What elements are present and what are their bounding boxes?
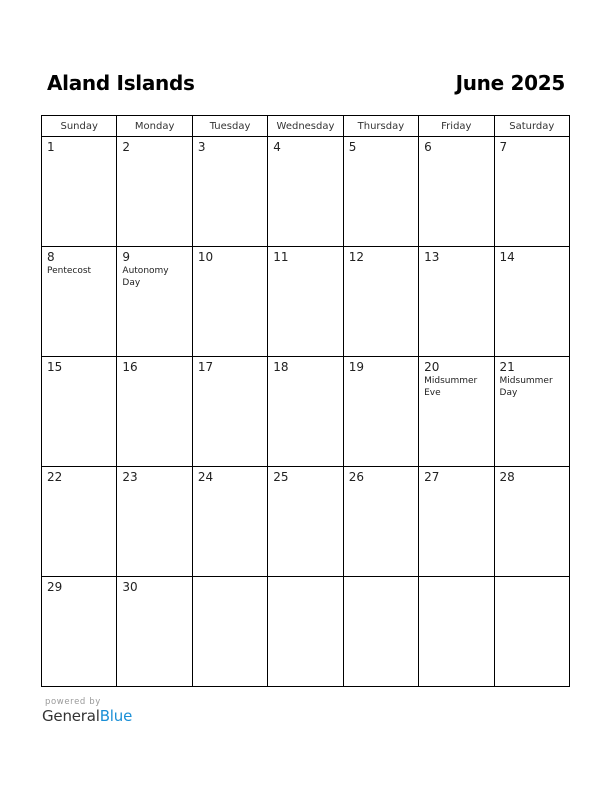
weekday-tuesday: Tuesday [192, 116, 267, 137]
day-number: 15 [47, 360, 63, 374]
day-number: 26 [348, 470, 364, 484]
day-number: 22 [47, 470, 63, 484]
day-number: 19 [348, 360, 364, 374]
day-number: 10 [197, 250, 214, 264]
weekday-wednesday: Wednesday [268, 116, 343, 137]
day-number: 28 [499, 470, 515, 484]
day-number: 18 [273, 360, 289, 374]
day-cell [117, 357, 192, 467]
day-number: 12 [348, 250, 364, 264]
day-number: 9 [122, 250, 131, 264]
week-row [42, 357, 570, 467]
week-row [42, 247, 570, 357]
day-cell [268, 247, 343, 357]
day-cell [117, 247, 192, 357]
day-cell [192, 357, 267, 467]
day-cell [494, 467, 569, 577]
day-cell [192, 247, 267, 357]
day-cell [343, 137, 418, 247]
day-number: 14 [499, 250, 515, 264]
holiday-label: Autonomy Day [122, 266, 169, 288]
day-number: 25 [273, 470, 289, 484]
day-cell [268, 137, 343, 247]
weekday-sunday: Sunday [42, 116, 117, 137]
day-number: 17 [197, 360, 214, 374]
day-number: 6 [424, 140, 432, 154]
day-number: 29 [47, 580, 63, 594]
weekday-friday: Friday [419, 116, 494, 137]
day-cell [343, 467, 418, 577]
day-cell [494, 247, 569, 357]
day-number: 23 [122, 470, 138, 484]
day-cell [494, 357, 569, 467]
day-number: 20 [424, 360, 440, 374]
brand-general: General [42, 707, 100, 725]
week-row [42, 467, 570, 577]
day-number: 4 [273, 140, 281, 154]
weekday-monday: Monday [117, 116, 192, 137]
day-cell [343, 357, 418, 467]
holiday-label: Midsummer Eve [424, 376, 478, 398]
day-cell [117, 137, 192, 247]
generalblue-logo[interactable] [42, 707, 132, 725]
day-number: 24 [197, 470, 214, 484]
day-number: 30 [122, 580, 138, 594]
country-title: Aland Islands [47, 71, 195, 95]
day-cell [419, 247, 494, 357]
day-cell [42, 357, 117, 467]
week-row [42, 577, 570, 687]
day-number: 13 [424, 250, 440, 264]
day-cell [343, 577, 418, 687]
holiday-label: Midsummer Day [499, 376, 553, 398]
day-cell [42, 247, 117, 357]
day-cell [419, 467, 494, 577]
day-cell [343, 247, 418, 357]
weekday-header-row [42, 116, 570, 137]
month-year-title: June 2025 [455, 71, 565, 95]
day-cell [192, 137, 267, 247]
day-number: 16 [122, 360, 138, 374]
powered-by-text: powered by [45, 697, 101, 707]
day-cell [42, 137, 117, 247]
day-cell [494, 577, 569, 687]
weekday-thursday: Thursday [343, 116, 418, 137]
day-cell [268, 577, 343, 687]
day-number: 7 [499, 140, 508, 154]
holiday-label: Pentecost [47, 266, 92, 276]
day-number: 8 [47, 250, 55, 264]
calendar-body [42, 137, 570, 687]
day-cell [419, 357, 494, 467]
day-cell [42, 577, 117, 687]
day-cell [192, 577, 267, 687]
day-cell [494, 137, 569, 247]
day-cell [117, 577, 192, 687]
day-number: 11 [273, 250, 289, 264]
weekday-saturday: Saturday [494, 116, 569, 137]
day-cell [419, 577, 494, 687]
day-number: 21 [499, 360, 515, 374]
day-number: 27 [424, 470, 440, 484]
week-row [42, 137, 570, 247]
day-number: 1 [47, 140, 55, 154]
day-number: 2 [122, 140, 131, 154]
footer [42, 697, 132, 725]
brand-blue: Blue [99, 707, 133, 725]
day-number: 5 [348, 140, 357, 154]
calendar-grid [41, 115, 570, 687]
day-cell [117, 467, 192, 577]
day-cell [268, 357, 343, 467]
day-cell [419, 137, 494, 247]
day-number: 3 [197, 140, 206, 154]
day-cell [42, 467, 117, 577]
day-cell [192, 467, 267, 577]
day-cell [268, 467, 343, 577]
